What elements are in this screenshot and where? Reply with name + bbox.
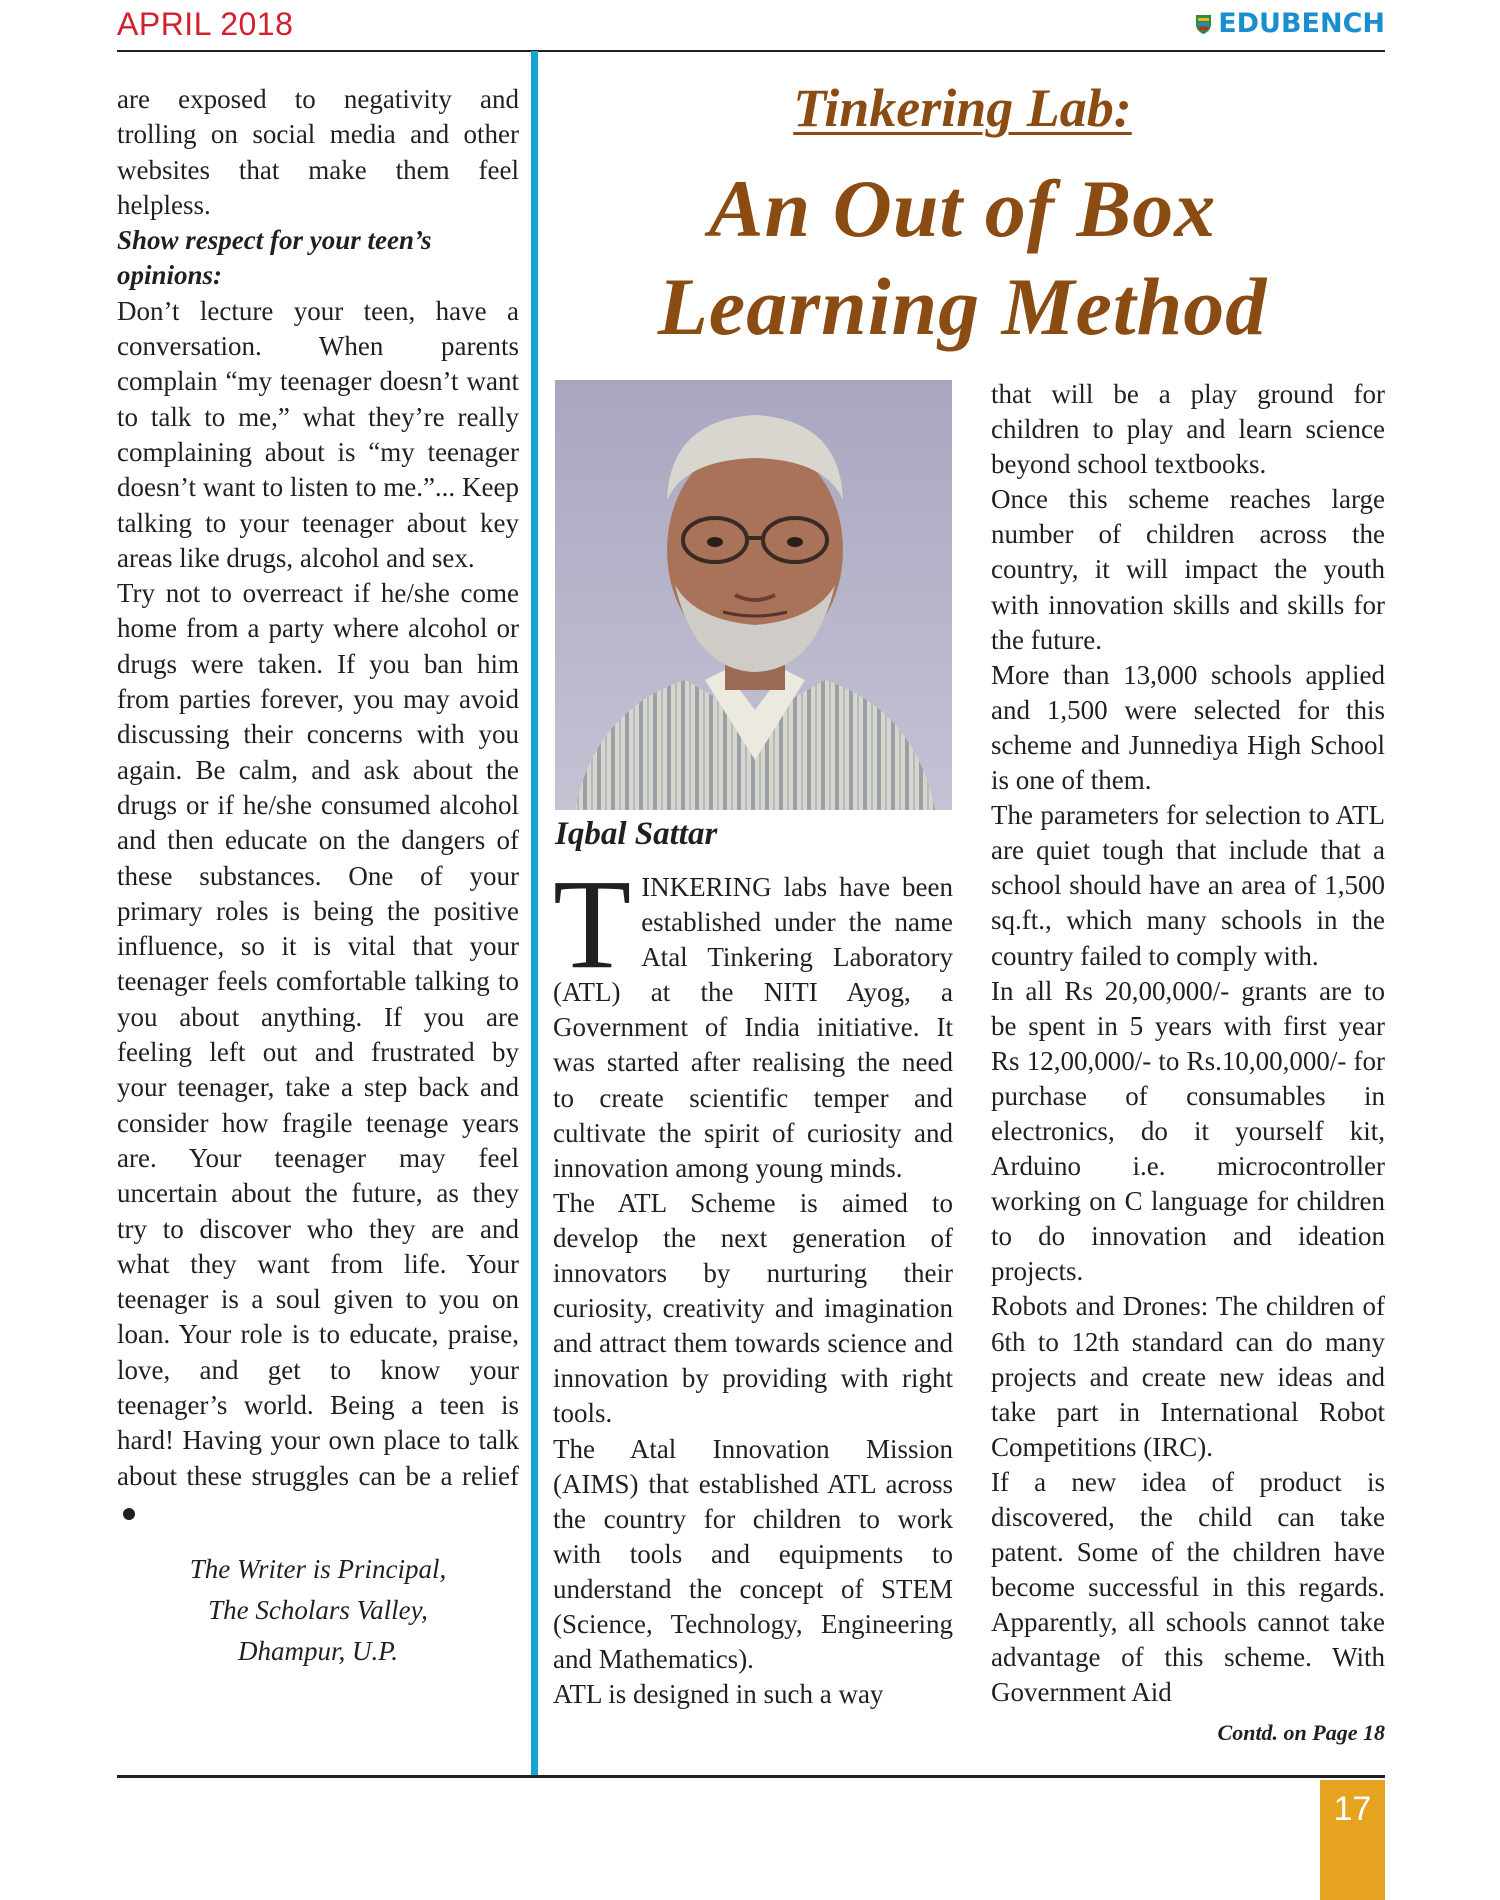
author-name: Iqbal Sattar <box>555 816 718 852</box>
writer-line: Dhampur, U.P. <box>237 1636 399 1667</box>
section-subheading: Show respect for your teen’s opinions: <box>117 225 432 291</box>
article-title <box>540 160 1385 356</box>
article-paragraph: The parameters for selection to ATL are quiet tough that include that a school should have an area of 1,500 sq.ft., which many schools in the country failed to comply with. <box>991 800 1385 971</box>
article-paragraph: In all Rs 20,00,000/- grants are to be spent in 5 years with first year Rs 12,00,000/- to Rs.10,00,000/- for purchase of consumables in electronics, do it yourself kit, Arduino i.e. microcontroller working on C language for children to do innovation and ideation projects. <box>991 975 1385 1287</box>
article-title-line: An Out of Box <box>708 163 1217 254</box>
left-paragraph-text: Try not to overreact if he/she come home from a party where alcohol or drugs were taken. If you ban him from parties forever, you may avoid discussing their concerns with you again. Be calm, and ask about the drugs or if he/she consumed alcohol and then educate on the dangers of these substances. One of your primary roles is being the positive influence, so it is vital that your teenager feels comfortable talking to you about anything. If you are feeling left out and frustrated by your teenager, take a step back and consider how fragile teenage years are. Your teenager may feel uncertain about the future, as they try to discover who they are and what they want from life. Your teenager is a soul given to you on loan. Your role is to educate, praise, love, and get to know your teenager’s world. Being a teen is hard! Having your own place to talk about these struggles can be a relief <box>117 578 519 1491</box>
article-paragraph: The ATL Scheme is aimed to develop the next generation of innovators by nurturing their curiosity, creativity and imagination and attract them towards science and innovation by providing with right tools. <box>553 1187 953 1429</box>
article-paragraph: More than 13,000 schools applied and 1,500 were selected for this scheme and Junnediya High School is one of them. <box>991 659 1385 796</box>
brand-logo <box>1195 8 1385 39</box>
article-right-column <box>991 377 1385 1750</box>
writer-credit <box>117 1549 519 1672</box>
continued-note: Contd. on Page 18 <box>1217 1719 1385 1745</box>
brand-name: EDUBENCH <box>1218 8 1385 39</box>
article-paragraph-text: INKERING labs have been established under the name Atal Tinkering Laboratory (ATL) at the NITI Ayog, a Government of India initiative. It was started after realising the need to create scientific temper and cultivate the spirit of curiosity and innovation among young minds. <box>553 872 953 1183</box>
author-portrait-image <box>555 380 952 810</box>
article-paragraph: If a new idea of product is discovered, the child can take patent. Some of the children have become successful in this regards. Apparently, all schools cannot take advantage of this scheme. With Government Aid <box>991 1466 1385 1708</box>
writer-line: The Writer is Principal, <box>189 1554 447 1585</box>
article-paragraph: Robots and Drones: The children of 6th to 12th standard can do many projects and create new ideas and take part in International Robot Competitions (IRC). <box>991 1291 1385 1462</box>
article-title-line: Learning Method <box>657 261 1268 352</box>
writer-line: The Scholars Valley, <box>208 1595 428 1626</box>
left-column <box>117 82 519 1672</box>
header-rule <box>117 50 1385 52</box>
article-paragraph: that will be a play ground for children to play and learn science beyond school textbooks. <box>991 379 1385 480</box>
column-divider <box>531 51 538 1778</box>
left-paragraph: are exposed to negativity and trolling on social media and other websites that make them feel helpless. <box>117 84 519 220</box>
drop-cap: T <box>553 853 632 995</box>
left-paragraph: Don’t lecture your teen, have a conversation. When parents complain “my teenager doesn’t want to talk to me,” what they’re really complaining about is “my teenager doesn’t want to listen to me.”... Keep talking to your teenager about key areas like drugs, alcohol and sex. <box>117 295 519 573</box>
footer-rule <box>117 1775 1385 1778</box>
end-bullet-icon <box>123 1508 135 1520</box>
article-paragraph: The Atal Innovation Mission (AIMS) that established ATL across the country for children to work with tools and equipments to understand the concept of STEM (Science, Technology, Engineering and Mathematics). <box>553 1433 953 1675</box>
page-number: 17 <box>1320 1780 1385 1900</box>
article-middle-column <box>553 853 953 1712</box>
shield-logo-icon <box>1195 13 1212 35</box>
left-paragraph <box>117 576 519 1529</box>
article-kicker: Tinkering Lab: <box>793 78 1132 138</box>
article-paragraph: ATL is designed in such a way <box>553 1679 884 1710</box>
article-paragraph <box>553 853 953 1186</box>
issue-date: APRIL 2018 <box>117 6 294 42</box>
article-paragraph: Once this scheme reaches large number of children across the country, it will impact the youth with innovation skills and skills for the future. <box>991 484 1385 655</box>
author-photo <box>555 380 952 810</box>
